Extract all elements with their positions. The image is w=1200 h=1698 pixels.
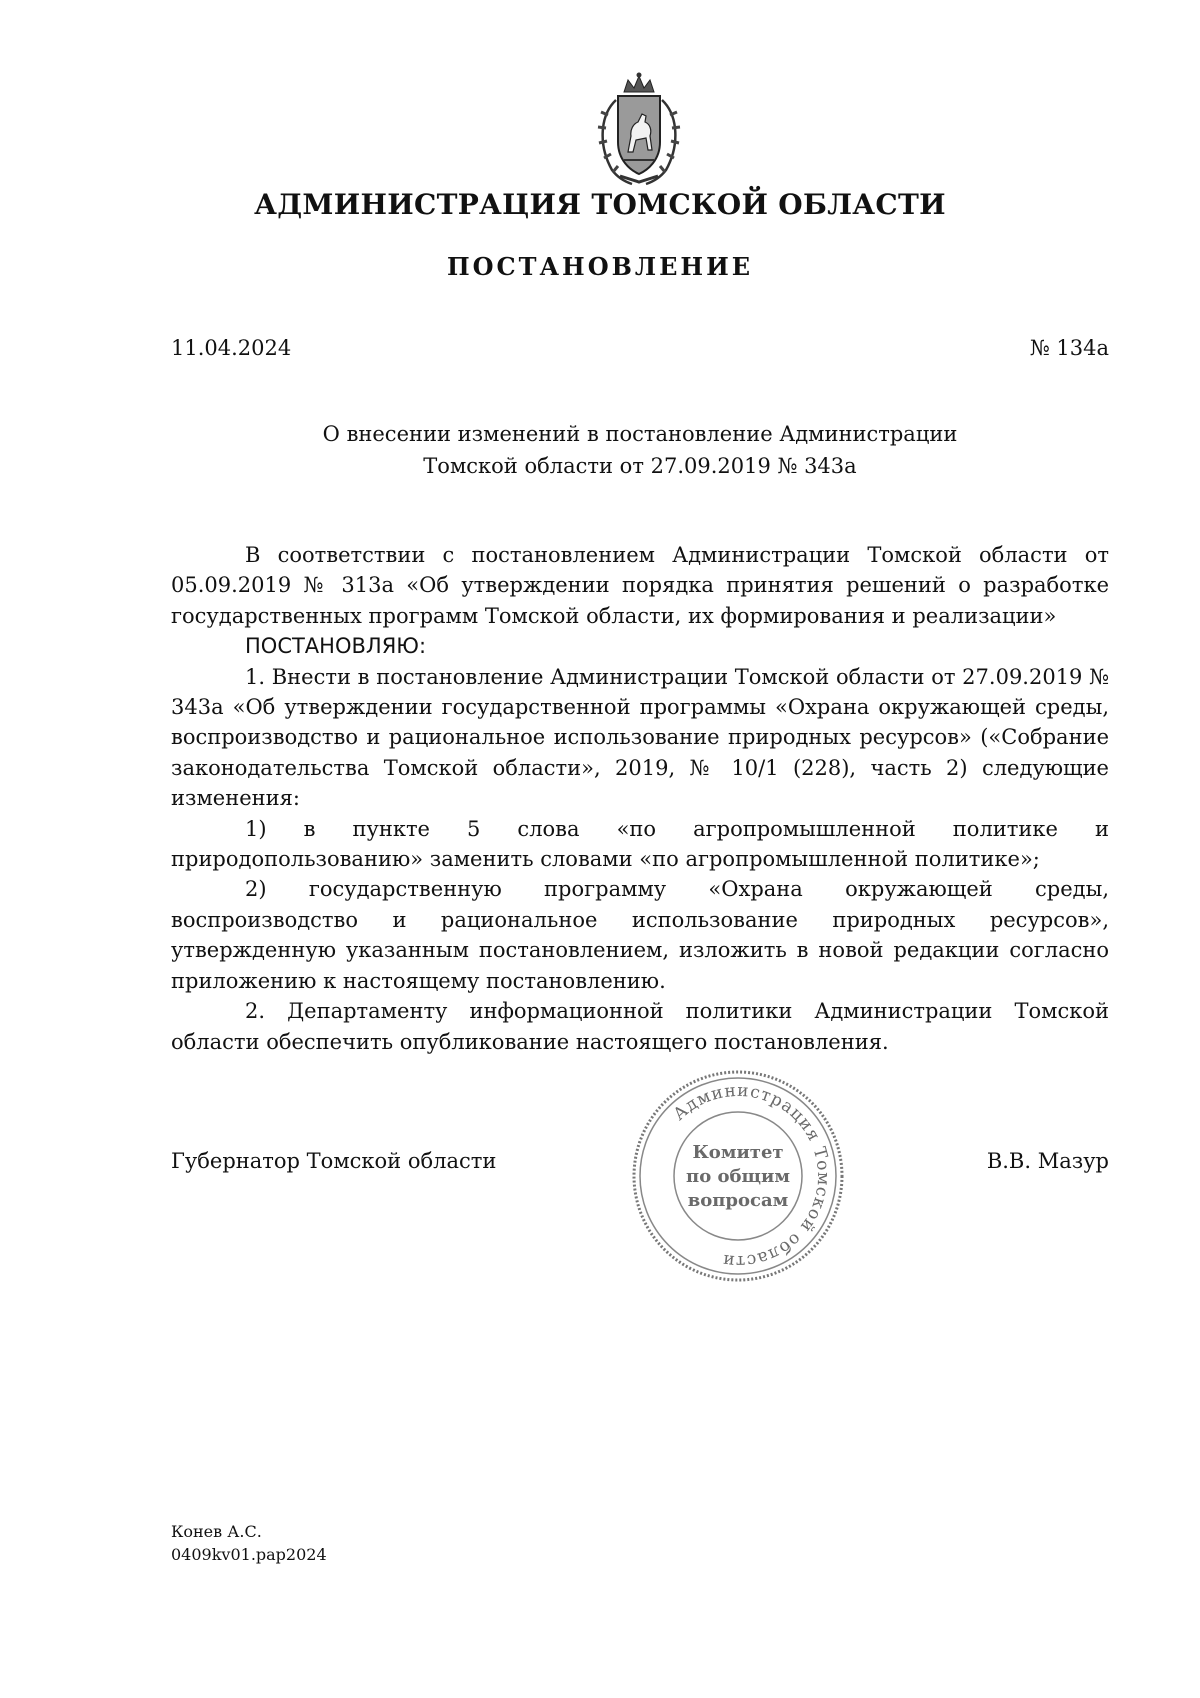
- body-paragraph: 1. Внести в постановление Администрации Томской области от 27.09.2019 № 343а «Об утверждении государственной программы «Охрана окружающей среды, воспроизводство и рациональное использование природных ресурсов» («Собрание законодательства Томской области», 2019, № 10/1 (228), часть 2) следующие изменения:: [171, 664, 1109, 811]
- stamp-center-line: Комитет: [692, 1142, 784, 1163]
- official-stamp: [628, 1066, 848, 1286]
- signatory-position: Губернатор Томской области: [171, 1149, 497, 1173]
- body-paragraph: 2) государственную программу «Охрана окружающей среды, воспроизводство и рациональное использование природных ресурсов», утвержденную указанным постановлением, изложить в новой редакции согласно приложению к настоящему постановлению.: [171, 877, 1109, 993]
- body-paragraph: В соответствии с постановлением Администрации Томской области от 05.09.2019 № 313а «Об утверждении порядка принятия решений о разработке государственных программ Томской области, их формирования и реализации»: [171, 543, 1109, 628]
- stamp-center-line: вопросам: [687, 1190, 789, 1211]
- stamp-ring-text: Администрация Томской области: [669, 1080, 834, 1272]
- document-subject: [200, 418, 1080, 482]
- file-code: 0409kv01.pap2024: [171, 1545, 327, 1564]
- document-footer: [171, 1520, 327, 1566]
- stamp-center-line: по общим: [686, 1166, 790, 1187]
- signatory-name: В.В. Мазур: [986, 1149, 1109, 1173]
- document-date: 11.04.2024: [171, 336, 292, 360]
- body-paragraph: 1) в пункте 5 слова «по агропромышленной политике и природопользованию» заменить словами «по агропромышленной политике»;: [171, 816, 1109, 872]
- document-meta-row: [171, 336, 1109, 360]
- coat-of-arms-emblem: [586, 70, 692, 188]
- subject-line: О внесении изменений в постановление Администрации: [322, 422, 958, 446]
- resolve-keyword: ПОСТАНОВЛЯЮ:: [245, 634, 427, 659]
- document-body: [171, 540, 1109, 1057]
- document-type-heading: ПОСТАНОВЛЕНИЕ: [446, 252, 754, 281]
- subject-line: Томской области от 27.09.2019 № 343а: [423, 454, 857, 478]
- body-paragraph: 2. Департаменту информационной политики Администрации Томской области обеспечить опубликование настоящего постановления.: [171, 999, 1109, 1054]
- executor-name: Конев А.С.: [171, 1522, 262, 1541]
- organization-title: АДМИНИСТРАЦИЯ ТОМСКОЙ ОБЛАСТИ: [254, 188, 946, 221]
- document-number: № 134а: [1029, 336, 1109, 360]
